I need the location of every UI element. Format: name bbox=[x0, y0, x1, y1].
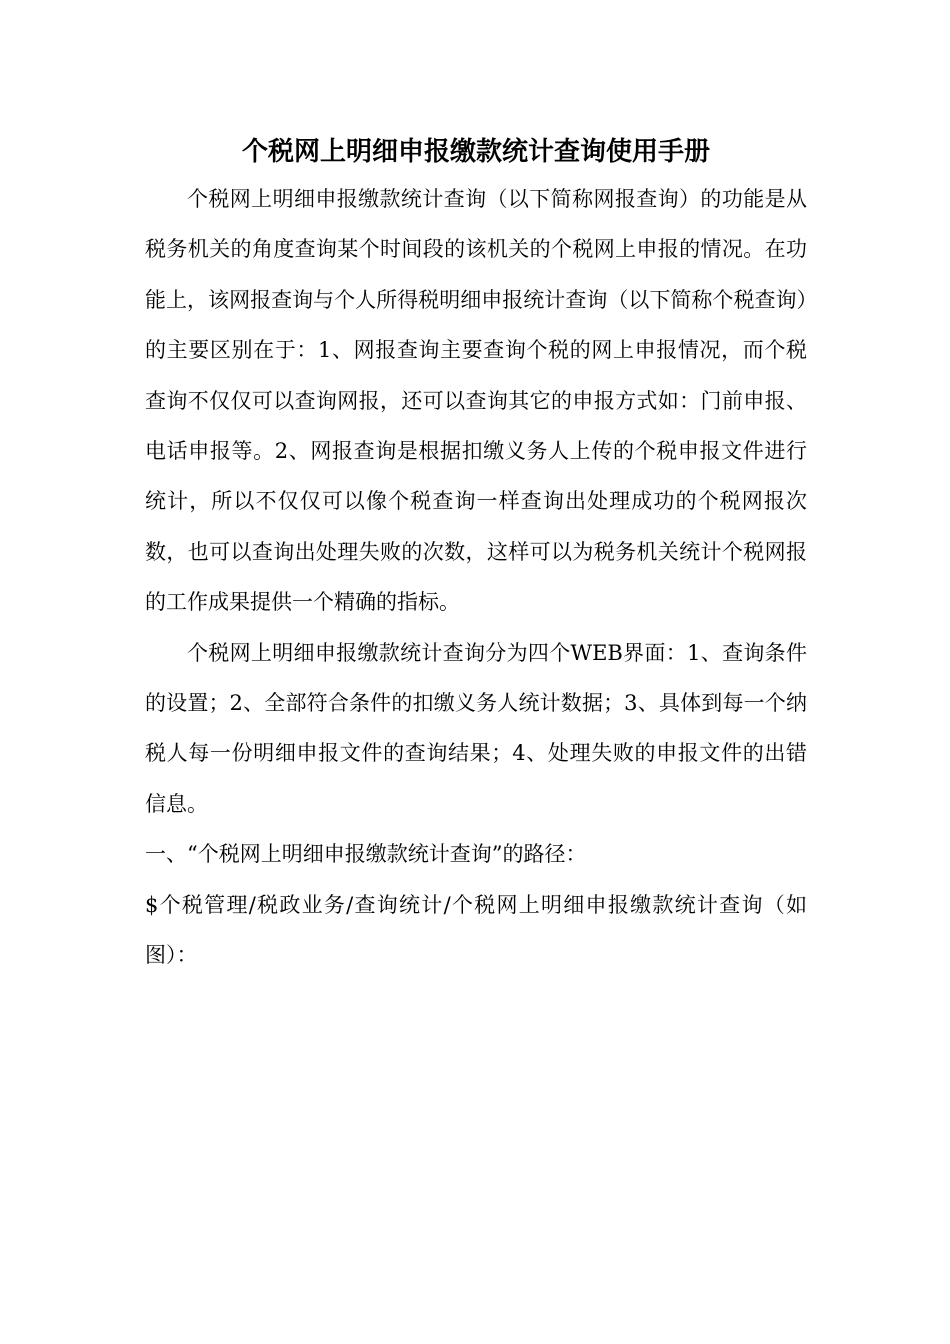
document-page bbox=[145, 130, 807, 981]
interfaces-paragraph: 个税网上明细申报缴款统计查询分为四个WEB界面：1、查询条件的设置；2、全部符合条件的扣缴义务人统计数据；3、具体到每一个纳税人每一份明细申报文件的查询结果；4、处理失败的申报文件的出错信息。 bbox=[145, 640, 807, 816]
document-title: 个税网上明细申报缴款统计查询使用手册 bbox=[241, 137, 710, 167]
section-heading: 一、“个税网上明细申报缴款统计查询”的路径： bbox=[145, 842, 587, 867]
path-text: $个税管理/税政业务/查询统计/个税网上明细申报缴款统计查询（如图）： bbox=[145, 892, 807, 968]
intro-paragraph: 个税网上明细申报缴款统计查询（以下简称网报查询）的功能是从税务机关的角度查询某个时间段的该机关的个税网上申报的情况。在功能上，该网报查询与个人所得税明细申报统计查询（以下简称个税查询）的主要区别在于：1、网报查询主要查询个税的网上申报情况，而个税查询不仅仅可以查询网报，还可以查询其它的申报方式如：门前申报、电话申报等。2、网报查询是根据扣缴义务人上传的个税申报文件进行统计，所以不仅仅可以像个税查询一样查询出处理成功的个税网报次数，也可以查询出处理失败的次数，这样可以为税务机关统计个税网报的工作成果提供一个精确的指标。 bbox=[145, 187, 807, 615]
